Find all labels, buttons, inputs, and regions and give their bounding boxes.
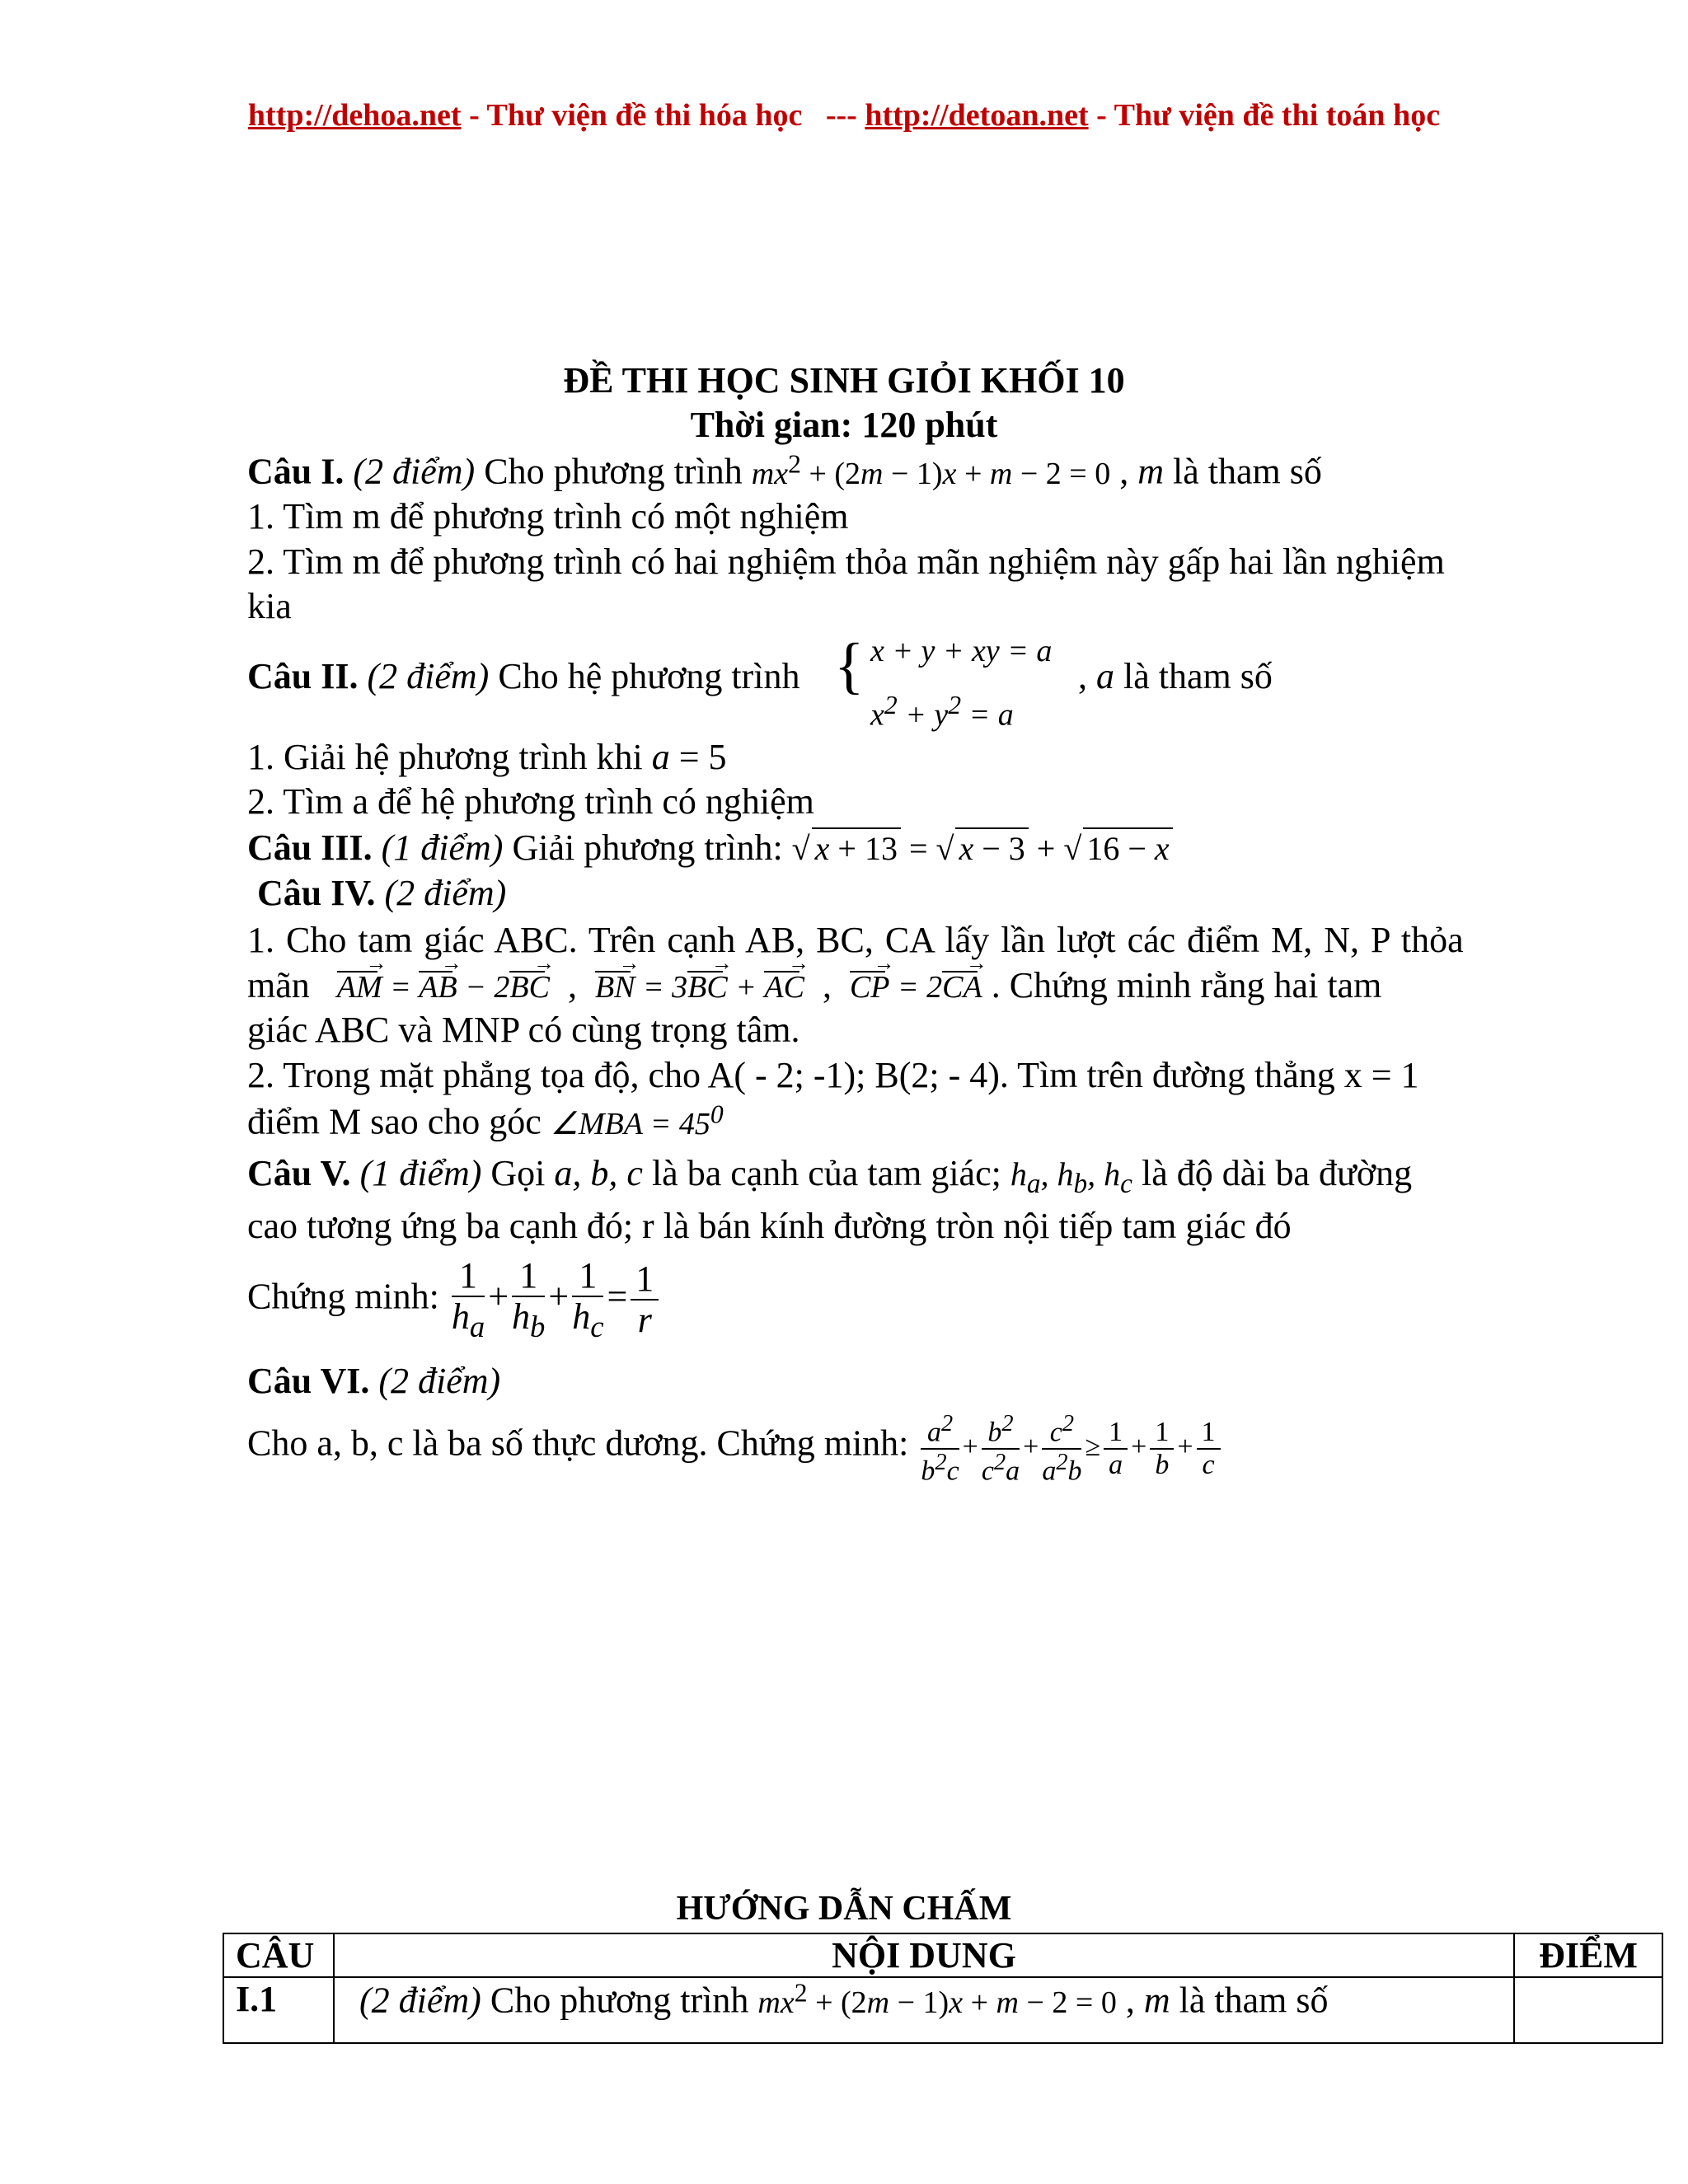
col-cau: CÂU: [223, 1933, 334, 1977]
q1-part1: 1. Tìm m để phương trình có một nghiệm: [247, 496, 849, 537]
q2-eq2: $x^2 + y^2 = a$: [870, 691, 1014, 733]
grading-row-i1: [223, 1977, 1662, 2043]
q1-part2-cont: kia: [247, 586, 292, 626]
row-tail: là tham số: [1170, 1980, 1329, 2021]
q1-intro: Cho phương trình: [475, 451, 752, 492]
q2-part1: 1. Giải hệ phương trình khi a = 5: [247, 737, 727, 777]
q3-equation: √ x + 13 = √ x − 3 + √ 16 − x: [792, 830, 1173, 867]
q4-man: mãn: [247, 965, 310, 1005]
page-header: [0, 97, 1688, 134]
q5-line: Câu V. (1 điểm) Gọi a, b, c là ba cạnh của tam giác; $h_a$, $h_b$, $h_c$ là độ dài ba đường: [247, 1153, 1413, 1199]
q2-brace: {: [834, 631, 865, 701]
q1-equation: $mx^2 + (2m - 1)x + m - 2 = 0$: [751, 449, 1111, 491]
q5-label: Câu V.: [247, 1153, 351, 1193]
q3-line: [247, 827, 1173, 869]
q2-label: Câu II.: [247, 656, 359, 696]
q2-eq1: x + y + xy = a: [870, 634, 1053, 668]
q2-tail: là tham số: [1114, 656, 1273, 696]
q1-label: Câu I.: [247, 451, 345, 492]
q4-points: (2 điểm): [384, 873, 507, 913]
q6-text: Cho a, b, c là ba số thực dương. Chứng minh:: [247, 1422, 909, 1464]
q2-intro: Cho hệ phương trình: [489, 656, 800, 696]
q2-part2: 2. Tìm a để hệ phương trình có nghiệm: [247, 781, 814, 822]
q3-points: (1 điểm): [381, 827, 504, 868]
q2-tail-line: , a là tham số: [1078, 656, 1273, 696]
q5-line2: cao tương ứng ba cạnh đó; r là bán kính đường tròn nội tiếp tam giác đó: [247, 1206, 1292, 1246]
q5-prove-text: Chứng minh:: [247, 1276, 448, 1317]
q3-intro: Giải phương trình:: [503, 827, 792, 868]
q1-part2: 2. Tìm m để phương trình có hai nghiệm thỏa mãn nghiệm này gấp hai lần nghiệm: [247, 541, 1445, 582]
row-points: (2 điểm): [359, 1980, 481, 2021]
q1-line: Câu I. (2 điểm) Cho phương trình $mx^2 + (2m - 1)x + m - 2 = 0$ , m là tham số: [247, 449, 1322, 492]
q5-end: là độ dài ba đường: [1132, 1153, 1413, 1193]
q2-line: [247, 655, 799, 697]
q6-label: Câu VI.: [247, 1361, 370, 1401]
q4-part2-text: điểm M sao cho góc: [247, 1101, 551, 1142]
q5-points: (1 điểm): [359, 1153, 482, 1193]
q4-part1: 1. Cho tam giác ABC. Trên cạnh AB, BC, CA lấy lần lượt các điểm M, N, P thỏa: [247, 920, 1464, 960]
q1-points: (2 điểm): [353, 451, 476, 492]
q4-prove-text: . Chứng minh rằng hai tam: [991, 965, 1382, 1005]
q1-tail: là tham số: [1164, 451, 1322, 492]
row-code: I.1: [223, 1977, 334, 2043]
col-diem: ĐIỂM: [1514, 1933, 1662, 1977]
row-score: [1514, 1977, 1662, 2043]
row-content: (2 điểm) Cho phương trình $mx^2 + (2m - 1)x + m - 2 = 0$ , m là tham số: [334, 1977, 1514, 2043]
header-text-detoan: - Thư viện đề thi toán học: [1088, 98, 1441, 133]
q5-abc: a, b, c: [554, 1153, 643, 1193]
q4-label: Câu IV.: [257, 873, 376, 913]
q4-part1-end: giác ABC và MNP có cùng trọng tâm.: [247, 1010, 800, 1050]
exam-time: Thời gian: 120 phút: [690, 405, 998, 445]
guide-title: HƯỚNG DẪN CHẤM: [676, 1890, 1012, 1928]
exam-title: ĐỀ THI HỌC SINH GIỎI KHỐI 10: [563, 360, 1125, 401]
q5-mid: là ba cạnh của tam giác;: [642, 1153, 1010, 1193]
q4-heading: [257, 872, 506, 914]
header-link-detoan[interactable]: http://detoan.net: [865, 98, 1089, 133]
q3-label: Câu III.: [247, 827, 373, 868]
q5-intro: Gọi: [481, 1153, 555, 1193]
header-link-dehoa[interactable]: http://dehoa.net: [247, 98, 462, 133]
q4-part2: 2. Trong mặt phẳng tọa độ, cho A( - 2; -1); B(2; - 4). Tìm trên đường thẳng x = 1: [247, 1055, 1419, 1095]
col-noi-dung: NỘI DUNG: [334, 1933, 1514, 1977]
q2-part1-text: 1. Giải hệ phương trình khi: [247, 737, 652, 777]
q4-part2-cont: điểm M sao cho góc ∠MBA = $45^0$: [247, 1099, 724, 1142]
q6-heading: [247, 1360, 500, 1402]
q4-part1-cont: mãn → AM = → AB − 2→ BC , → BN = 3→ BC + → AC , → CP = 2→ CA . Chứng minh rằng hai tam: [247, 964, 1381, 1006]
q2-points: (2 điểm): [367, 656, 490, 696]
row-text: Cho phương trình: [481, 1980, 758, 2021]
q6-line: Cho a, b, c là ba số thực dương. Chứng minh: $\frac{a^2}{b^2c}$ + $\frac{b^2}{c^2a}$ + $\frac{c^2}{a^2b}$ ≥ $\frac{1}{a}$ + $\frac{1}{b}$ + $\frac{1}{c}$: [247, 1411, 1224, 1486]
q6-points: (2 điểm): [378, 1361, 501, 1401]
grading-table: [223, 1933, 1663, 2044]
grading-header-row: [223, 1933, 1662, 1977]
q5-prove: Chứng minh: $\frac{1}{h_a}$ + $\frac{1}{h_b}$ + $\frac{1}{h_c}$ = $\frac{1}{r}$: [247, 1256, 662, 1344]
header-separator: ---: [825, 98, 857, 133]
header-text-dehoa: - Thư viện đề thi hóa học: [461, 98, 803, 133]
